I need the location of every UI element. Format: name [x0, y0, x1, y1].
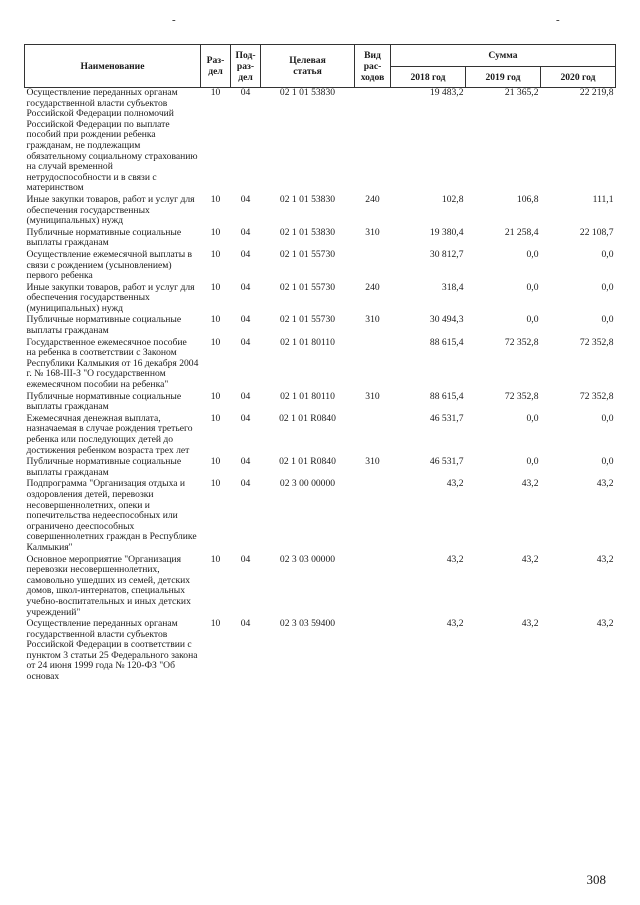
- row-sum-2018: 30 812,7: [429, 248, 464, 260]
- row-expense-type: 310: [365, 226, 380, 238]
- header-expense-type: Вид рас- ходов: [355, 45, 391, 88]
- row-target-article: 02 1 01 55730: [279, 281, 336, 293]
- table-body: [25, 88, 616, 684]
- row-sum-2018: 43,2: [446, 478, 464, 490]
- row-sum-2019: 43,2: [521, 478, 539, 490]
- row-sum-2018: 46 531,7: [429, 456, 464, 468]
- row-expense-type: 240: [365, 281, 380, 293]
- row-razdel: 10: [210, 478, 221, 490]
- table-row: [25, 228, 616, 250]
- row-sum-2018: 30 494,3: [429, 314, 464, 326]
- row-razdel: 10: [210, 281, 221, 293]
- page-number: 308: [586, 872, 606, 887]
- table-row: [25, 414, 616, 457]
- budget-table: [24, 44, 616, 684]
- row-sum-2019: 0,0: [526, 412, 539, 424]
- row-expense-type: [355, 338, 391, 392]
- row-razdel: 10: [210, 390, 221, 402]
- row-sum-2020: 0,0: [601, 412, 614, 424]
- table-row: [25, 88, 616, 195]
- header-podrazdel: Под- раз- дел: [231, 45, 261, 88]
- row-target-article: 02 1 01 R0840: [279, 412, 336, 424]
- row-sum-2020: 0,0: [601, 248, 614, 260]
- row-podrazdel: 04: [240, 336, 251, 348]
- row-podrazdel: 04: [240, 281, 251, 293]
- top-left-mark: -: [172, 14, 176, 26]
- row-name: Иные закупки товаров, работ и услуг для обеспечения государственных (муниципальных) нужд: [26, 281, 195, 314]
- row-podrazdel: 04: [240, 87, 251, 98]
- row-target-article: 02 1 01 53830: [279, 193, 336, 205]
- row-sum-2020: 0,0: [601, 456, 614, 468]
- row-target-article: 02 1 01 R0840: [279, 456, 336, 468]
- row-sum-2019: 0,0: [526, 456, 539, 468]
- row-podrazdel: 04: [240, 390, 251, 402]
- row-target-article: 02 3 03 59400: [279, 618, 336, 630]
- row-sum-2018: 43,2: [446, 618, 464, 630]
- row-sum-2019: 21 365,2: [504, 87, 539, 98]
- row-razdel: 10: [210, 618, 221, 630]
- row-podrazdel: 04: [240, 478, 251, 490]
- row-sum-2019: 0,0: [526, 281, 539, 293]
- row-target-article: 02 1 01 53830: [279, 226, 336, 238]
- table-row: [25, 315, 616, 337]
- row-name: Основное мероприятие "Организация перевозки несовершеннолетних, самовольно ушедших из семей, детских домов, школ-интернатов, специальных учебно-воспитательных и иных детских учреждений": [26, 553, 191, 618]
- row-sum-2018: 88 615,4: [429, 390, 464, 402]
- row-sum-2019: 43,2: [521, 618, 539, 630]
- row-name: Государственное ежемесячное пособие на ребенка в соответствии с Законом Республики Калмыкия от 16 декабря 2004 г. № 168-III-З "О государственном ежемесячном пособии на ребенка": [26, 336, 199, 391]
- row-podrazdel: 04: [240, 314, 251, 326]
- row-expense-type: 310: [365, 390, 380, 402]
- row-target-article: 02 1 01 80110: [280, 390, 335, 402]
- row-razdel: 10: [210, 336, 221, 348]
- row-razdel: 10: [210, 412, 221, 424]
- row-sum-2018: 19 483,2: [429, 87, 464, 98]
- row-sum-2018: 43,2: [446, 553, 464, 565]
- header-year-2019: 2019 год: [466, 67, 541, 88]
- row-sum-2019: 43,2: [521, 553, 539, 565]
- row-sum-2018: 19 380,4: [429, 226, 464, 238]
- top-right-mark: -: [556, 14, 560, 26]
- row-expense-type: 310: [365, 456, 380, 468]
- row-podrazdel: 04: [240, 248, 251, 260]
- row-expense-type: 240: [365, 193, 380, 205]
- row-target-article: 02 1 01 55730: [279, 248, 336, 260]
- row-podrazdel: 04: [240, 456, 251, 468]
- table-row: [25, 555, 616, 620]
- row-razdel: 10: [210, 226, 221, 238]
- table-row: [25, 338, 616, 392]
- row-sum-2020: 72 352,8: [579, 336, 614, 348]
- row-sum-2020: 72 352,8: [579, 390, 614, 402]
- row-target-article: 02 1 01 80110: [280, 336, 335, 348]
- row-sum-2020: 0,0: [601, 281, 614, 293]
- row-name: Ежемесячная денежная выплата, назначаемая в случае рождения третьего ребенка или последующих детей до достижения ребенком возраста трех лет: [26, 412, 193, 456]
- table-row: [25, 283, 616, 316]
- row-podrazdel: 04: [240, 193, 251, 205]
- row-sum-2019: 72 352,8: [504, 336, 539, 348]
- row-name: Подпрограмма "Организация отдыха и оздоровления детей, перевозки несовершеннолетних, опеки и попечительства недееспособных или ограничено дееспособных совершеннолетних граждан в Республике Калмыкия": [26, 478, 197, 553]
- header-razdel: Раз- дел: [201, 45, 231, 88]
- row-sum-2019: 21 258,4: [504, 226, 539, 238]
- row-podrazdel: 04: [240, 226, 251, 238]
- table-row: [25, 392, 616, 414]
- row-expense-type: [355, 88, 391, 195]
- row-target-article: 02 1 01 55730: [279, 314, 336, 326]
- row-name: Осуществление переданных органам государственной власти субъектов Российской Федерации полномочий Российской Федерации по выплате пособий при рождении ребенка гражданам, не подлежащим обязательному социальному страхованию на случай временной нетрудоспособности и в связи с материнством: [26, 87, 198, 194]
- row-sum-2019: 72 352,8: [504, 390, 539, 402]
- header-sum: Сумма: [391, 45, 616, 67]
- row-razdel: 10: [210, 193, 221, 205]
- row-razdel: 10: [210, 87, 221, 98]
- header-year-2018: 2018 год: [391, 67, 466, 88]
- header-target-article: Целевая статья: [261, 45, 355, 88]
- row-expense-type: 310: [365, 314, 380, 326]
- row-expense-type: [355, 250, 391, 283]
- row-name: Иные закупки товаров, работ и услуг для обеспечения государственных (муниципальных) нужд: [26, 193, 195, 227]
- row-sum-2019: 106,8: [516, 193, 539, 205]
- row-name: Публичные нормативные социальные выплаты гражданам: [26, 314, 182, 337]
- row-sum-2018: 318,4: [441, 281, 464, 293]
- row-podrazdel: 04: [240, 618, 251, 630]
- row-name: Осуществление переданных органам государственной власти субъектов Российской Федерации в соответствии с пунктом 3 статьи 25 Федерального закона от 24 июня 1999 года № 120-ФЗ "Об основах: [26, 618, 198, 683]
- row-target-article: 02 1 01 53830: [279, 87, 336, 98]
- table-row: [25, 195, 616, 228]
- row-name: Осуществление ежемесячной выплаты в связи с рождением (усыновлением) первого ребенка: [26, 248, 193, 282]
- table-row: [25, 250, 616, 283]
- row-sum-2019: 0,0: [526, 248, 539, 260]
- row-name: Публичные нормативные социальные выплаты гражданам: [26, 226, 182, 249]
- row-sum-2018: 88 615,4: [429, 336, 464, 348]
- table-row: [25, 457, 616, 479]
- row-target-article: 02 3 03 00000: [279, 553, 336, 565]
- row-podrazdel: 04: [240, 412, 251, 424]
- table-row: [25, 619, 616, 684]
- row-razdel: 10: [210, 248, 221, 260]
- table-row: [25, 479, 616, 554]
- row-name: Публичные нормативные социальные выплаты гражданам: [26, 456, 182, 478]
- header-year-2020: 2020 год: [541, 67, 616, 88]
- row-podrazdel: 04: [240, 553, 251, 565]
- row-expense-type: [355, 555, 391, 620]
- row-sum-2020: 111,1: [592, 193, 614, 205]
- header-name: Наименование: [25, 45, 201, 88]
- row-expense-type: [355, 479, 391, 554]
- row-razdel: 10: [210, 456, 221, 468]
- row-sum-2020: 22 108,7: [579, 226, 614, 238]
- row-expense-type: [355, 414, 391, 457]
- row-sum-2020: 22 219,8: [579, 87, 614, 98]
- row-expense-type: [355, 619, 391, 684]
- row-target-article: 02 3 00 00000: [279, 478, 336, 490]
- row-razdel: 10: [210, 553, 221, 565]
- row-sum-2018: 46 531,7: [429, 412, 464, 424]
- row-sum-2020: 0,0: [601, 314, 614, 326]
- row-sum-2019: 0,0: [526, 314, 539, 326]
- row-sum-2020: 43,2: [596, 553, 614, 565]
- row-sum-2018: 102,8: [441, 193, 464, 205]
- row-sum-2020: 43,2: [596, 478, 614, 490]
- row-sum-2020: 43,2: [596, 618, 614, 630]
- row-name: Публичные нормативные социальные выплаты гражданам: [26, 390, 182, 413]
- row-razdel: 10: [210, 314, 221, 326]
